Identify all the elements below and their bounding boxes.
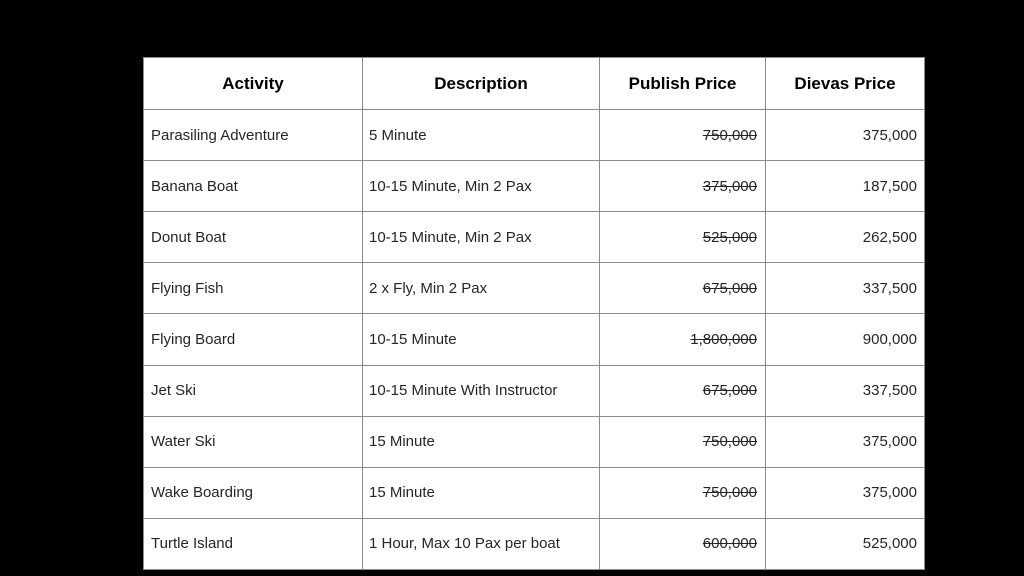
activity-cell: Parasiling Adventure xyxy=(144,110,363,161)
dievas-price-cell: 525,000 xyxy=(766,518,925,569)
dievas-price-cell: 337,500 xyxy=(766,263,925,314)
description-cell: 10-15 Minute With Instructor xyxy=(363,365,600,416)
description-cell: 1 Hour, Max 10 Pax per boat xyxy=(363,518,600,569)
table-row xyxy=(144,467,925,518)
publish-price-cell: 1,800,000 xyxy=(600,314,766,365)
table-row xyxy=(144,161,925,212)
dievas-price-cell: 375,000 xyxy=(766,416,925,467)
table-header-row xyxy=(144,58,925,110)
description-cell: 5 Minute xyxy=(363,110,600,161)
publish-price-cell: 525,000 xyxy=(600,212,766,263)
activity-cell: Donut Boat xyxy=(144,212,363,263)
column-header-dievas-price: Dievas Price xyxy=(766,58,925,110)
description-cell: 10-15 Minute xyxy=(363,314,600,365)
table-row xyxy=(144,212,925,263)
publish-price-cell: 675,000 xyxy=(600,365,766,416)
activity-cell: Flying Board xyxy=(144,314,363,365)
table-row xyxy=(144,518,925,569)
dievas-price-cell: 187,500 xyxy=(766,161,925,212)
table-row xyxy=(144,314,925,365)
activity-cell: Jet Ski xyxy=(144,365,363,416)
description-cell: 10-15 Minute, Min 2 Pax xyxy=(363,212,600,263)
publish-price-cell: 750,000 xyxy=(600,416,766,467)
publish-price-cell: 750,000 xyxy=(600,110,766,161)
description-cell: 10-15 Minute, Min 2 Pax xyxy=(363,161,600,212)
dievas-price-cell: 900,000 xyxy=(766,314,925,365)
dievas-price-cell: 337,500 xyxy=(766,365,925,416)
table-row xyxy=(144,365,925,416)
description-cell: 2 x Fly, Min 2 Pax xyxy=(363,263,600,314)
dievas-price-cell: 262,500 xyxy=(766,212,925,263)
dievas-price-cell: 375,000 xyxy=(766,467,925,518)
publish-price-cell: 750,000 xyxy=(600,467,766,518)
activity-cell: Banana Boat xyxy=(144,161,363,212)
activity-cell: Water Ski xyxy=(144,416,363,467)
table-row xyxy=(144,263,925,314)
column-header-description: Description xyxy=(363,58,600,110)
activity-cell: Turtle Island xyxy=(144,518,363,569)
table-row xyxy=(144,110,925,161)
publish-price-cell: 600,000 xyxy=(600,518,766,569)
dievas-price-cell: 375,000 xyxy=(766,110,925,161)
description-cell: 15 Minute xyxy=(363,416,600,467)
description-cell: 15 Minute xyxy=(363,467,600,518)
activity-cell: Flying Fish xyxy=(144,263,363,314)
table-row xyxy=(144,416,925,467)
publish-price-cell: 675,000 xyxy=(600,263,766,314)
activity-price-table xyxy=(143,57,925,570)
publish-price-cell: 375,000 xyxy=(600,161,766,212)
activity-cell: Wake Boarding xyxy=(144,467,363,518)
column-header-activity: Activity xyxy=(144,58,363,110)
column-header-publish-price: Publish Price xyxy=(600,58,766,110)
